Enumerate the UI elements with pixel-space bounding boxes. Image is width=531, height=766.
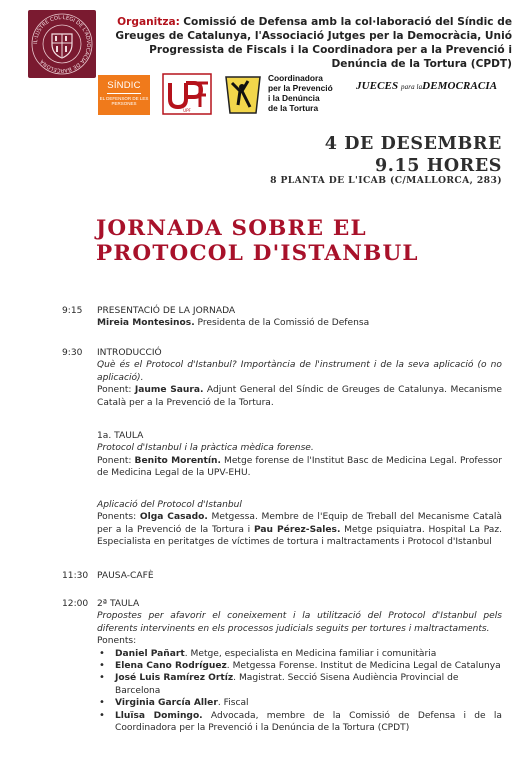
event-date: 4 DE DESEMBRE bbox=[324, 134, 502, 154]
cpdt-logo-text bbox=[268, 73, 358, 113]
speaker-desc: Presidenta de la Comissió de Defensa bbox=[194, 318, 370, 329]
jueces-c: DEMOCRACIA bbox=[422, 80, 498, 92]
list-item bbox=[97, 672, 502, 697]
list-item bbox=[97, 648, 502, 660]
cpdt-line-2: per la Prevenció bbox=[268, 83, 333, 93]
title-line-1: JORNADA SOBRE EL bbox=[96, 216, 367, 241]
cpdt-line-1: Coordinadora bbox=[268, 73, 323, 83]
session-heading: PRESENTACIÓ DE LA JORNADA bbox=[97, 306, 236, 316]
time-s2: 9:30 bbox=[62, 348, 83, 358]
upf-text: UPF bbox=[183, 108, 191, 113]
cpdt-logo-icon bbox=[222, 73, 264, 117]
speaker-desc: Metgessa. Membre de l'Equip de Treball del Mecanisme Català per a la Prevenció de la Tortura i bbox=[97, 512, 503, 535]
speaker-desc: Metge psiquiatra. Hospital La Paz. Especialista en peritatges de víctimes de tortura i maltractaments i Protocol d'Istanbul bbox=[97, 524, 503, 548]
session-topic: Aplicació del Protocol d'Istanbul bbox=[97, 500, 242, 510]
speaker-desc: . Metge, especialista en Medicina familiar i comunitària bbox=[184, 648, 437, 659]
speaker-desc: . Metgessa Forense. Institut de Medicina Legal de Catalunya bbox=[226, 661, 501, 672]
speaker-name: José Luis Ramírez Ortíz bbox=[115, 673, 234, 684]
session-question: Què és el Protocol d'Istanbul? Importància de l'instrument i de la seva aplicació (o no aplicació). bbox=[97, 360, 502, 383]
session-taula-2 bbox=[97, 598, 502, 734]
title-line-2: PROTOCOL D'ISTANBUL bbox=[96, 241, 419, 266]
sindic-logo-subtitle: EL DEFENSOR DE LES PERSONES bbox=[99, 96, 149, 106]
speaker-desc: Adjunt General del Síndic de Greuges de Catalunya. Mecanisme Català per a la Prevenció de la Tortura. bbox=[97, 385, 502, 408]
upf-logo bbox=[162, 73, 212, 115]
jueces-democracia-logo bbox=[356, 80, 506, 92]
jueces-b: para la bbox=[401, 83, 423, 91]
speaker-desc: Advocada, membre de la Comissió de Defensa i de la Coordinadora per la Prevenció i la Denúncia de la Tortura (CPDT) bbox=[115, 710, 502, 734]
time-s6: 12:00 bbox=[62, 599, 89, 609]
session-heading: PAUSA-CAFÈ bbox=[97, 571, 154, 581]
speaker-name: Virginia García Aller bbox=[115, 698, 218, 709]
icab-seal-logo bbox=[28, 10, 96, 78]
ponent-label: Ponent: bbox=[97, 455, 135, 466]
cpdt-line-4: de la Tortura bbox=[268, 103, 319, 113]
org-label: Organitza: bbox=[117, 16, 180, 28]
list-item bbox=[97, 697, 502, 709]
sindic-logo-title: SÍNDIC bbox=[107, 80, 141, 91]
time-s5: 11:30 bbox=[62, 571, 89, 581]
event-time: 9.15 HORES bbox=[374, 156, 502, 176]
speaker-name: Benito Morentín. bbox=[134, 455, 221, 466]
session-heading: 1a. TAULA bbox=[97, 431, 144, 441]
session-topic: Propostes per afavorir el coneixement i la utilització del Protocol d'Istanbul pels diferents intervinents en els processos judicials seguits per tortures i maltractaments. bbox=[97, 611, 502, 634]
ponents-label: Ponents: bbox=[97, 636, 137, 647]
speaker-desc: . Fiscal bbox=[217, 698, 249, 709]
org-description: Comissió de Defensa amb la col·laboració del Síndic de Greuges de Catalunya, l'Associació Jutges per la Democràcia, Unió Progressista de Fiscals i la Coordinadora per a la Prevenció i Denúncia de la Tortura (CPDT) bbox=[115, 16, 512, 70]
session-heading: 2ª TAULA bbox=[97, 599, 140, 609]
time-s1: 9:15 bbox=[62, 306, 83, 316]
speaker-name: Pau Pérez-Sales. bbox=[253, 524, 341, 535]
session-pausa bbox=[97, 570, 502, 582]
cpdt-line-3: i la Denúncia bbox=[268, 93, 320, 103]
list-item bbox=[97, 660, 502, 672]
organizers-text bbox=[104, 15, 512, 71]
seal-text: IL·LUSTRE COL·LEGI DE L'ADVOCACIA DE BARCELONA bbox=[32, 14, 92, 74]
event-title bbox=[96, 216, 446, 266]
speaker-name: Elena Cano Rodríguez bbox=[115, 661, 227, 672]
speaker-desc: Metge forense de l'Institut Basc de Medicina Legal. Professor de Medicina Legal de la UPV-EHU. bbox=[97, 455, 502, 479]
jueces-a: JUECES bbox=[356, 80, 399, 92]
session-introduccio bbox=[97, 347, 502, 409]
speaker-name: Mireia Montesinos. bbox=[97, 318, 195, 329]
event-place: 8 PLANTA DE L'ICAB (C/MALLORCA, 283) bbox=[270, 175, 502, 186]
speaker-name: Olga Casado. bbox=[139, 512, 208, 523]
sindic-logo bbox=[98, 75, 150, 115]
list-item bbox=[97, 710, 502, 735]
session-heading: INTRODUCCIÓ bbox=[97, 348, 162, 358]
session-presentacio bbox=[97, 305, 502, 330]
session-taula-1 bbox=[97, 430, 502, 480]
session-aplicacio bbox=[97, 499, 502, 549]
speaker-name: Lluïsa Domingo. bbox=[115, 710, 203, 721]
ponent-label: Ponent: bbox=[97, 385, 135, 396]
session-topic: Protocol d'Istanbul i la pràctica mèdica forense. bbox=[97, 443, 314, 454]
ponents-label: Ponents: bbox=[97, 512, 140, 523]
speaker-desc: . Magistrat. Secció Sisena Audiència Provincial de Barcelona bbox=[115, 673, 459, 696]
speaker-list bbox=[97, 648, 502, 735]
speaker-name: Daniel Pañart bbox=[115, 648, 185, 659]
speaker-name: Jaume Saura. bbox=[134, 385, 204, 396]
